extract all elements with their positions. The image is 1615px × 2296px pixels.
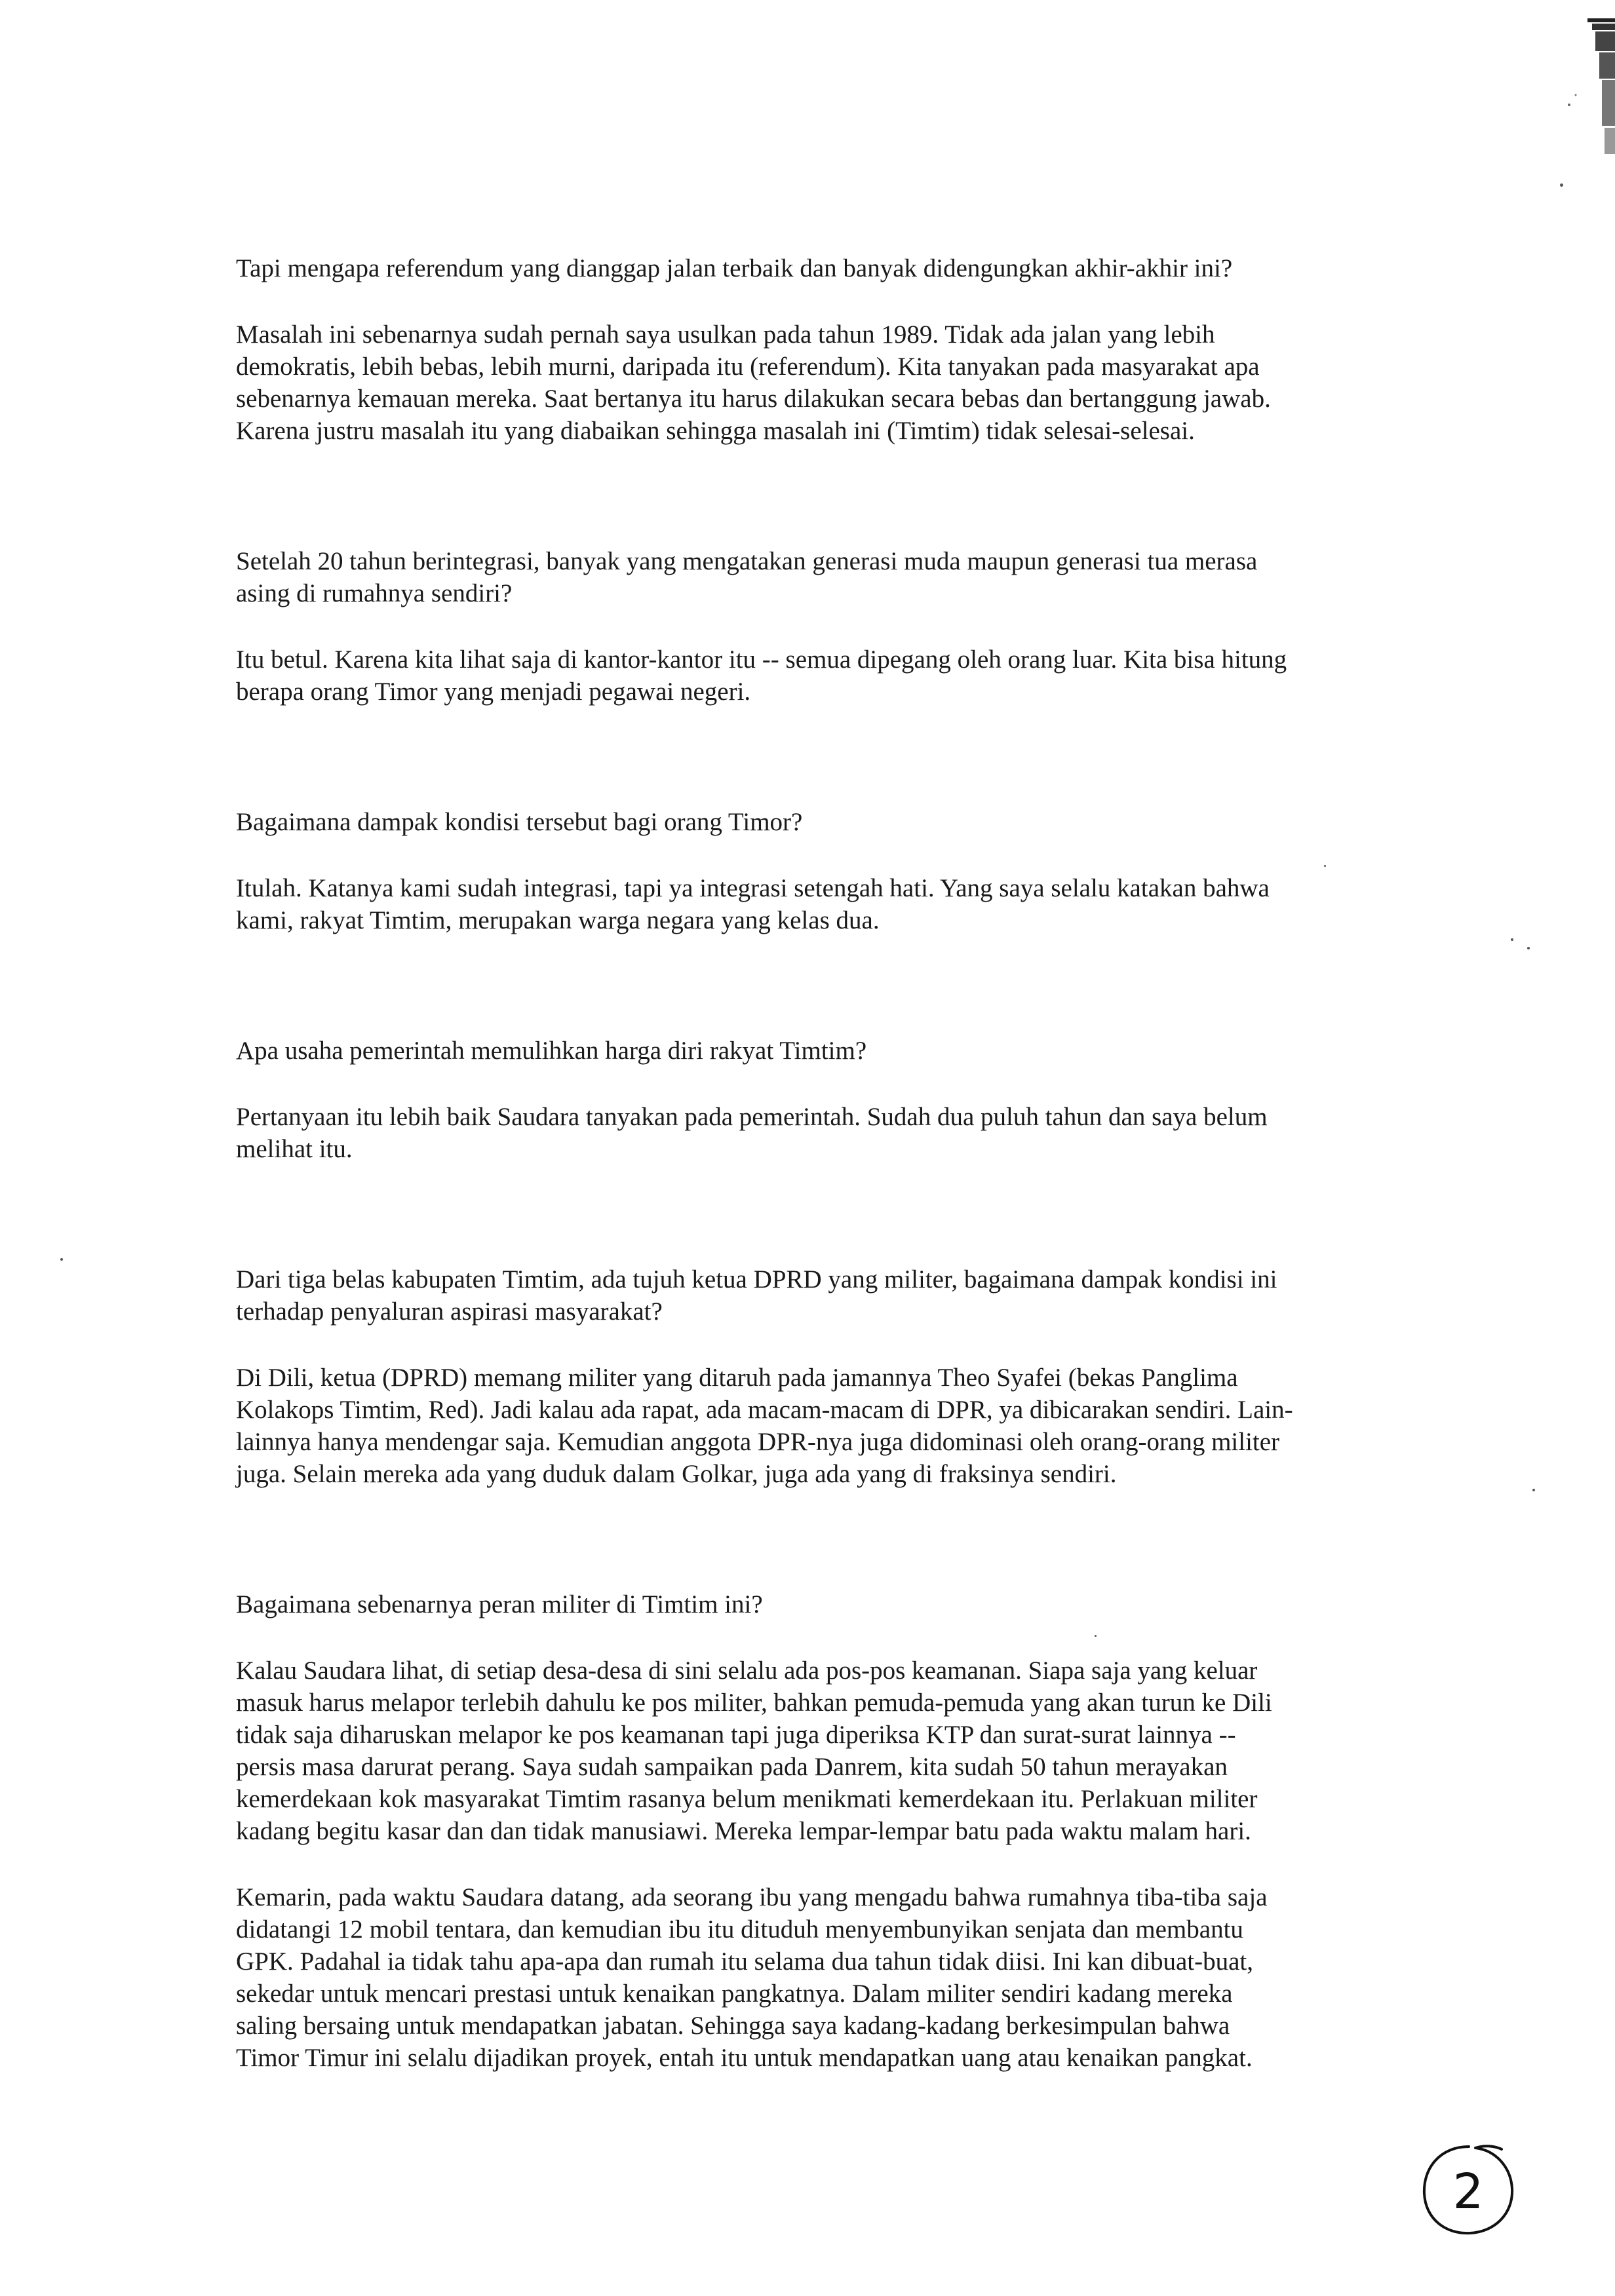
question-5: Dari tiga belas kabupaten Timtim, ada tujuh ketua DPRD yang militer, bagaimana dampak kondisi ini terhadap penyaluran aspirasi masyarakat? [236,1265,1277,1326]
question-4: Apa usaha pemerintah memulihkan harga diri rakyat Timtim? [236,1037,867,1065]
question-3: Bagaimana dampak kondisi tersebut bagi orang Timor? [236,808,803,836]
scan-artifact-icon [1556,13,1615,164]
answer-5: Di Dili, ketua (DPRD) memang militer yang ditaruh pada jamannya Theo Syafei (bekas Panglima Kolakops Timtim, Red). Jadi kalau ada rapat, ada macam-macam di DPR, ya dibicarakan sendiri. Lain- lainnya hanya mendengar saja. Kemudian anggota DPR-nya juga didominasi oleh orang-orang militer juga. Selain mereka ada yang duduk dalam Golkar, juga ada yang di fraksinya sendiri. [236,1364,1293,1488]
answer-1: Masalah ini sebenarnya sudah pernah saya usulkan pada tahun 1989. Tidak ada jalan yang lebih demokratis, lebih bebas, lebih murni, daripada itu (referendum). Kita tanyakan pada masyarakat apa sebenarnya kemauan mereka. Saat bertanya itu harus dilakukan secara bebas dan bertanggung jawab. Karena justru masalah itu yang diabaikan sehingga masalah ini (Timtim) tidak selesai-selesai. [236,320,1271,445]
interview-content [236,252,1429,2074]
scan-speck [1560,183,1563,187]
handwritten-page-number [1418,2141,1519,2240]
answer-6b: Kemarin, pada waktu Saudara datang, ada seorang ibu yang mengadu bahwa rumahnya tiba-tiba saja didatangi 12 mobil tentara, dan kemudian ibu itu dituduh menyembunyikan senjata dan membantu GPK. Padahal ia tidak tahu apa-apa dan rumah itu selama dua tahun tidak diisi. Ini kan dibuat-buat, sekedar untuk mencari prestasi untuk kenaikan pangkatnya. Dalam militer sendiri kadang mereka saling bersaing untuk mendapatkan jabatan. Sehingga saya kadang-kadang berkesimpulan bahwa Timor Timur ini selalu dijadikan proyek, entah itu untuk mendapatkan uang atau kenaikan pangkat. [236,1883,1268,2072]
scan-speck [1532,1489,1535,1491]
scan-speck [60,1258,63,1261]
question-2: Setelah 20 tahun berintegrasi, banyak yang mengatakan generasi muda maupun generasi tua merasa asing di rumahnya sendiri? [236,547,1258,607]
scan-speck [1511,938,1513,941]
answer-3: Itulah. Katanya kami sudah integrasi, tapi ya integrasi setengah hati. Yang saya selalu katakan bahwa kami, rakyat Timtim, merupakan warga negara yang kelas dua. [236,874,1270,934]
answer-4: Pertanyaan itu lebih baik Saudara tanyakan pada pemerintah. Sudah dua puluh tahun dan saya belum melihat itu. [236,1103,1268,1163]
question-6: Bagaimana sebenarnya peran militer di Timtim ini? [236,1590,763,1618]
question-1: Tapi mengapa referendum yang dianggap jalan terbaik dan banyak didengungkan akhir-akhir ini? [236,254,1233,282]
answer-6a: Kalau Saudara lihat, di setiap desa-desa di sini selalu ada pos-pos keamanan. Siapa saja yang keluar masuk harus melapor terlebih dahulu ke pos militer, bahkan pemuda-pemuda yang akan turun ke Dili tidak saja diharuskan melapor ke pos keamanan tapi juga diperiksa KTP dan surat-surat lainnya -- persis masa darurat perang. Saya sudah sampaikan pada Danrem, kita sudah 50 tahun merayakan kemerdekaan kok masyarakat Timtim rasanya belum menikmati kemerdekaan itu. Perlakuan militer kadang begitu kasar dan dan tidak manusiawi. Mereka lempar-lempar batu pada waktu malam hari. [236,1656,1272,1845]
answer-2: Itu betul. Karena kita lihat saja di kantor-kantor itu -- semua dipegang oleh orang luar. Kita bisa hitung berapa orang Timor yang menjadi pegawai negeri. [236,645,1287,706]
scan-speck [1527,947,1530,949]
page-number-text: 2 [1452,2164,1484,2220]
